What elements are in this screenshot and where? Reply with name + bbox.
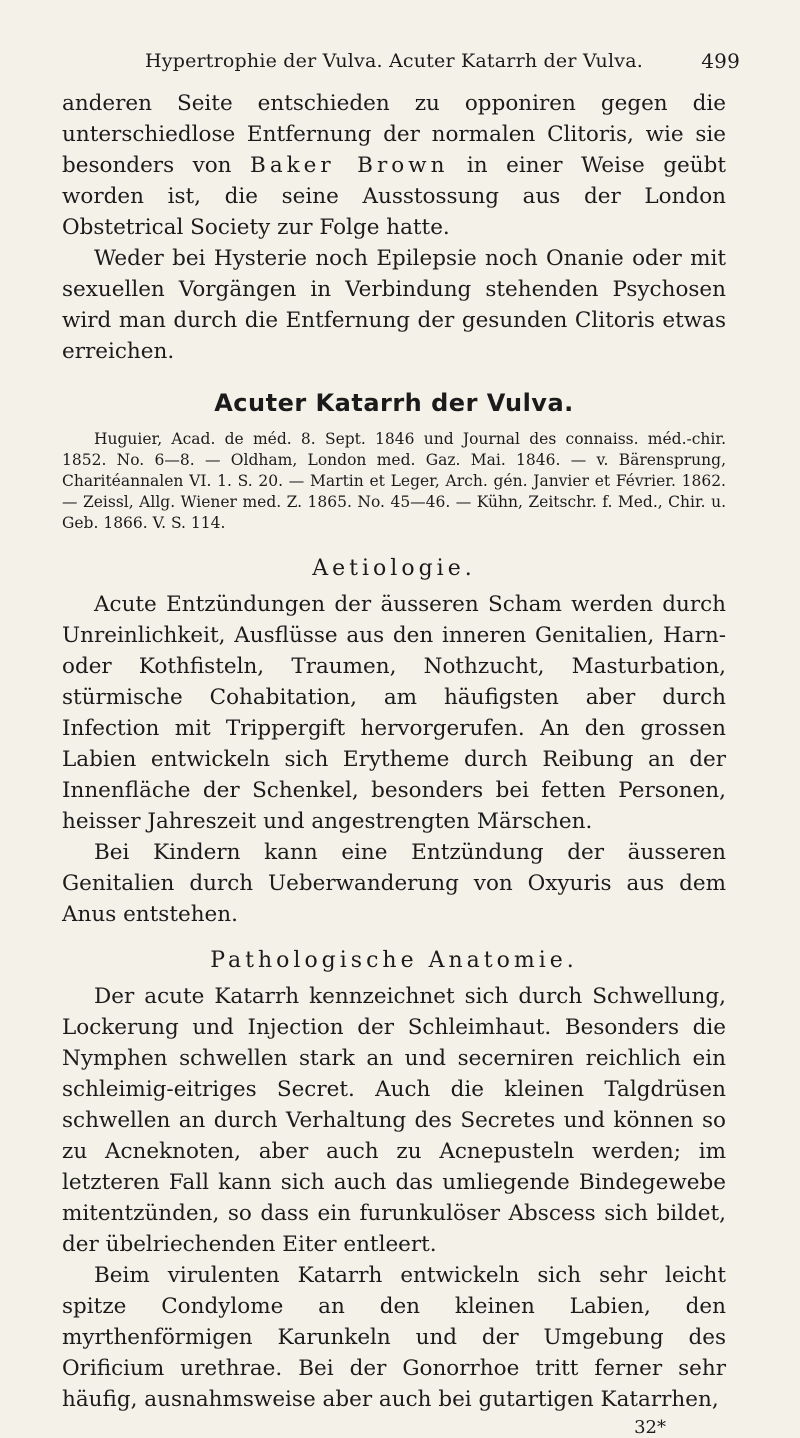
signature-mark: 32*: [634, 1417, 666, 1438]
pathologie-paragraph-1: Der acute Katarrh kennzeichnet sich durch Schwellung, Lockerung und Injection der Schleimhaut. Besonders die Nymphen schwellen stark an und secerniren reichlich ein schleimig-eitriges Secret. Auch die kleinen Talgdrüsen schwellen an durch Verhaltung des Secretes und können so zu Acneknoten, aber auch zu Acnepusteln werden; im letzteren Fall kann sich auch das umliegende Bindegewebe mitentzünden, so dass ein furunkulöser Abscess sich bildet, der übelriechenden Eiter entleert.: [62, 984, 726, 1257]
author-name-baker-brown: Baker Brown: [250, 153, 449, 178]
aetiologie-paragraph-1: Acute Entzündungen der äusseren Scham werden durch Unreinlichkeit, Ausflüsse aus den inneren Genitalien, Harn- oder Kothfisteln, Traumen, Nothzucht, Masturbation, stürmische Cohabitation, am häufigsten aber durch Infection mit Trippergift hervorgerufen. An den grossen Labien entwickeln sich Erytheme durch Reibung an der Innenfläche der Schenkel, besonders bei fetten Personen, heisser Jahreszeit und angestrengten Märschen.: [62, 592, 726, 834]
running-title: Hypertrophie der Vulva. Acuter Katarrh der Vulva.: [145, 50, 643, 72]
pathologie-heading: Pathologische Anatomie.: [210, 948, 578, 973]
intro-text-before-name: anderen Seite entschieden zu opponiren gegen die unterschiedlose Entfernung der normalen Clitoris, wie sie besonders von: [62, 91, 726, 178]
intro-paragraph-1: [62, 88, 726, 243]
intro-text-after-name: in einer Weise geübt worden ist, die seine Ausstossung aus der London Obstetrical Society zur Folge hatte.: [62, 153, 726, 240]
intro-paragraph-2: Weder bei Hysterie noch Epilepsie noch Onanie oder mit sexuellen Vorgängen in Verbindung stehenden Psychosen wird man durch die Entfernung der gesunden Clitoris etwas erreichen.: [62, 246, 726, 364]
section-title: Acuter Katarrh der Vulva.: [214, 389, 574, 417]
page-number: 499: [701, 49, 740, 73]
running-header: [62, 48, 740, 74]
aetiologie-paragraph-2: Bei Kindern kann eine Entzündung der äusseren Genitalien durch Ueberwanderung von Oxyuris aus dem Anus entstehen.: [62, 840, 726, 927]
pathologie-paragraph-2: Beim virulenten Katarrh entwickeln sich sehr leicht spitze Condylome an den kleinen Labien, den myrthenförmigen Karunkeln und der Umgebung des Orificium urethrae. Bei der Gonorrhoe tritt ferner sehr häufig, ausnahmsweise aber auch bei gutartigen Katarrhen,: [62, 1263, 726, 1412]
aetiologie-heading: Aetiologie.: [312, 556, 476, 581]
literature-references: Huguier, Acad. de méd. 8. Sept. 1846 und Journal des connaiss. méd.-chir. 1852. No. 6—8. — Oldham, London med. Gaz. Mai. 1846. — v. Bärensprung, Charitéannalen VI. 1. S. 20. — Martin et Leger, Arch. gén. Janvier et Février. 1862. — Zeissl, Allg. Wiener med. Z. 1865. No. 45—46. — Kühn, Zeitschr. f. Med., Chir. u. Geb. 1866. V. S. 114.: [62, 430, 726, 532]
